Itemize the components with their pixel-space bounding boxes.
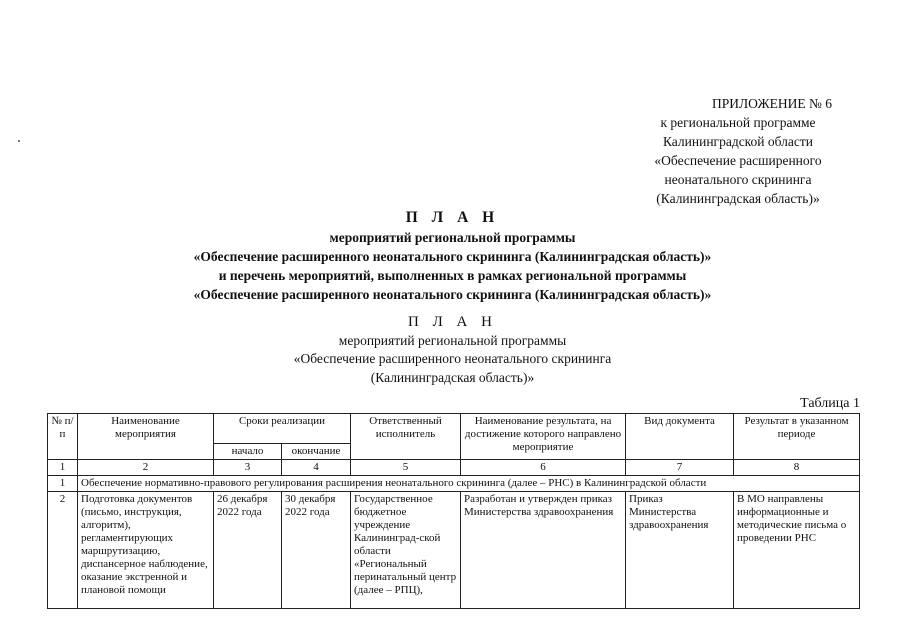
appendix-header bbox=[618, 94, 858, 208]
plan-title: П Л А Н bbox=[408, 314, 497, 330]
table-row bbox=[48, 492, 860, 609]
scan-speck bbox=[18, 140, 20, 142]
section-text: Обеспечение нормативно-правового регулирования расширения неонатального скрининга (далее – РНС) в Калининградской области bbox=[78, 476, 860, 492]
column-number: 6 bbox=[461, 460, 626, 476]
appendix-line: (Калининградская область)» bbox=[656, 191, 820, 206]
plan-line: (Калининградская область)» bbox=[370, 369, 535, 385]
column-number: 7 bbox=[626, 460, 734, 476]
appendix-line: неонатального скрининга bbox=[664, 172, 812, 187]
appendix-title: ПРИЛОЖЕНИЕ № 6 bbox=[711, 96, 832, 111]
plan-line: «Обеспечение расширенного неонатального скрининга (Калининградская область)» bbox=[193, 287, 712, 302]
plan-title: П Л А Н bbox=[405, 209, 500, 226]
header-result: Результат в указанном периоде bbox=[734, 414, 860, 460]
plan-line: мероприятий региональной программы bbox=[338, 332, 567, 348]
column-number: 2 bbox=[78, 460, 214, 476]
plan-line: и перечень мероприятий, выполненных в рамках региональной программы bbox=[218, 268, 687, 283]
header-responsible: Ответственный исполнитель bbox=[351, 414, 461, 460]
header-start: начало bbox=[214, 444, 282, 460]
column-number: 4 bbox=[282, 460, 351, 476]
column-number: 5 bbox=[351, 460, 461, 476]
plan-heading-regular bbox=[0, 313, 905, 387]
plan-line: мероприятий региональной программы bbox=[329, 230, 576, 245]
row-num: 2 bbox=[48, 492, 78, 609]
plan-heading-bold bbox=[0, 208, 905, 304]
appendix-line: к региональной программе bbox=[660, 115, 816, 130]
row-responsible: Государственное бюджетное учреждение Калининград-ской области «Региональный перинатальный центр (далее – РПЦ), bbox=[351, 492, 461, 609]
plan-line: «Обеспечение расширенного неонатального скрининга (Калининградская область)» bbox=[193, 249, 712, 264]
row-result: В МО направлены информационные и методические письма о проведении РНС bbox=[734, 492, 860, 609]
row-doc-type: Приказ Министерства здравоохранения bbox=[626, 492, 734, 609]
column-number-row bbox=[48, 460, 860, 476]
header-name: Наименование мероприятия bbox=[78, 414, 214, 460]
header-num: № п/п bbox=[48, 414, 78, 460]
row-end: 30 декабря 2022 года bbox=[282, 492, 351, 609]
appendix-line: «Обеспечение расширенного bbox=[654, 153, 822, 168]
header-doc-type: Вид документа bbox=[626, 414, 734, 460]
row-start: 26 декабря 2022 года bbox=[214, 492, 282, 609]
table-header-row bbox=[48, 414, 860, 444]
section-row bbox=[48, 476, 860, 492]
section-num: 1 bbox=[48, 476, 78, 492]
row-result-name: Разработан и утвержден приказ Министерства здравоохранения bbox=[461, 492, 626, 609]
plan-table bbox=[47, 413, 860, 609]
header-terms: Сроки реализации bbox=[214, 414, 351, 444]
column-number: 3 bbox=[214, 460, 282, 476]
plan-line: «Обеспечение расширенного неонатального скрининга bbox=[293, 351, 612, 366]
column-number: 8 bbox=[734, 460, 860, 476]
table-label: Таблица 1 bbox=[800, 396, 860, 411]
header-result-name: Наименование результата, на достижение которого направлено мероприятие bbox=[461, 414, 626, 460]
column-number: 1 bbox=[48, 460, 78, 476]
header-end: окончание bbox=[282, 444, 351, 460]
appendix-line: Калининградской области bbox=[662, 134, 814, 149]
row-name: Подготовка документов (письмо, инструкция, алгоритм), регламентирующих маршрутизацию, диспансерное наблюдение, оказание экстренной и плановой помощи bbox=[78, 492, 214, 609]
